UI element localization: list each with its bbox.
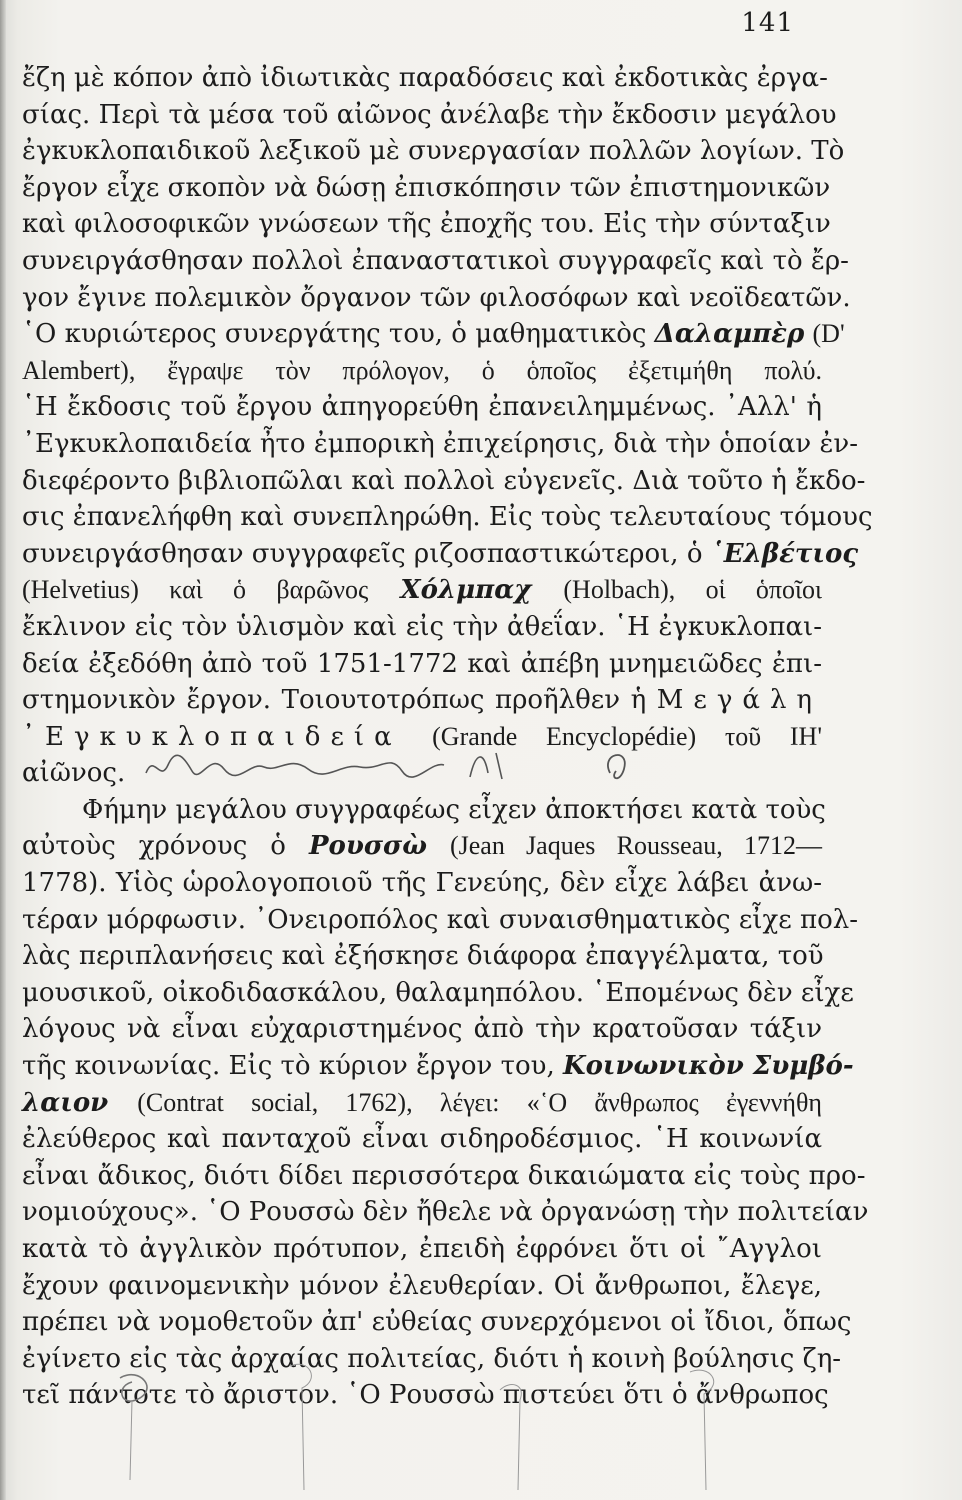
- text-line: καὶ φιλοσοφικῶν γνώσεων τῆς ἐποχῆς του. Εἰς τὴν σύνταξιν: [22, 209, 831, 240]
- body-text: [22, 60, 873, 1414]
- text-line: ᾿Εγκυκλοπαιδεία ἦτο ἐμπορικὴ ἐπιχείρησις, διὰ τὴν ὁποίαν ἐν-: [22, 428, 858, 459]
- name-koinoniko-a: Κοινωνικὸν Συμβό-: [562, 1051, 854, 1082]
- text-line: ῾Η ἔκδοσις τοῦ ἔργου ἀπηγορεύθη ἐπανειλημμένως. ᾿Αλλ' ἡ: [22, 392, 822, 423]
- text-line: [22, 828, 822, 865]
- bottom-doodles: [80, 1360, 780, 1500]
- text-line: ἐλεύθερος καὶ πανταχοῦ εἶναι σιδηροδέσμιος. ῾Η κοινωνία: [22, 1124, 822, 1155]
- text-line: μουσικοῦ, οἰκοδιδασκάλου, θαλαμηπόλου. ῾Επομένως δὲν εἶχε: [22, 977, 854, 1008]
- text-line: [22, 1085, 822, 1122]
- text-line: [22, 536, 859, 573]
- text-line: λὰς περιπλανήσεις καὶ ἐξήσκησε διάφορα ἐπαγγέλματα, τοῦ: [22, 941, 824, 972]
- text-line: δεία ἐξεδόθη ἀπὸ τοῦ 1751-1772 καὶ ἀπέβη μνημειῶδες ἐπι-: [22, 648, 822, 679]
- text-line: αἰῶνος.: [22, 758, 126, 789]
- text-line: τέραν μόρφωσιν. ᾿Ονειροπόλος καὶ συναισθηματικὸς εἶχε πολ-: [22, 904, 858, 935]
- page-edge-shadow: [0, 0, 6, 1500]
- text-line: ἐγίνετο εἰς τὰς ἀρχαίας πολιτείας, διότι ἡ κοινὴ βούλησις ζη-: [22, 1343, 842, 1374]
- text-line: ἔχουν φαινομενικὴν μόνον ἐλευθερίαν. Οἱ ἄνθρωποι, ἔλεγε,: [22, 1270, 822, 1301]
- text-line: πρέπει νὰ νομοθετοῦν ἀπ' εὐθείας συνερχόμενοι οἱ ἴδιοι, ὅπως: [22, 1307, 852, 1338]
- text-segment: (Holbach), οἱ ὁποῖοι: [563, 575, 822, 605]
- text-line: 1778). Υἱὸς ὡρολογοποιοῦ τῆς Γενεύης, δὲν εἶχε λάβει ἀνω-: [22, 868, 822, 899]
- text-line: ἐγκυκλοπαιδικοῦ λεξικοῦ μὲ συνεργασίαν πολλῶν λογίων. Τὸ: [22, 136, 845, 167]
- name-helvetios: ῾Ελβέτιος: [710, 538, 859, 569]
- name-dalamper: Δαλαμπὲρ: [654, 319, 805, 350]
- text-segment: (Contrat social, 1762), λέγει: «῾Ο ἄνθρωπος ἐγεννήθη: [137, 1087, 823, 1117]
- text-line: συνειργάσθησαν πολλοὶ ἐπαναστατικοὶ συγγραφεῖς καὶ τὸ ἔρ-: [22, 245, 849, 276]
- text-line: σίας. Περὶ τὰ μέσα τοῦ αἰῶνος ἀνέλαβε τὴν ἔκδοσιν μεγάλου: [22, 99, 837, 130]
- text-line: εἶναι ἄδικος, διότι δίδει περισσότερα δικαιώματα εἰς τοὺς προ-: [22, 1160, 866, 1191]
- text-line: Φήμην μεγάλου συγγραφέως εἶχεν ἀποκτήσει κατὰ τοὺς: [82, 794, 826, 825]
- text-segment: (Jean Jaques Rousseau, 1712—: [449, 831, 822, 861]
- text-line: τεῖ πάντοτε τὸ ἄριστον. ῾Ο Ρουσσὼ πιστεύει ὅτι ὁ ἄνθρωπος: [22, 1380, 829, 1411]
- text-segment: (Grande Encyclopédie) τοῦ ΙΗ': [432, 721, 822, 751]
- text-line: ἔργον εἶχε σκοπὸν νὰ δώσῃ ἐπισκόπησιν τῶν ἐπιστημονικῶν: [22, 172, 831, 203]
- text-segment: στημονικὸν ἔργον. Τοιουτοτρόπως προῆλθεν ἡ: [22, 685, 647, 716]
- text-segment: (Helvetius) καὶ ὁ βαρῶνος: [22, 575, 369, 605]
- text-line: [22, 1048, 854, 1085]
- text-line: [22, 316, 845, 353]
- text-line: λόγους νὰ εἶναι εὐχαριστημένος ἀπὸ τὴν κρατοῦσαν τάξιν: [22, 1014, 822, 1045]
- text-segment: τῆς κοινωνίας. Εἰς τὸ κύριον ἔργον του,: [22, 1051, 555, 1082]
- name-rousseau: Ρουσσὼ: [308, 831, 427, 862]
- text-segment: αὐτοὺς χρόνους ὁ: [22, 831, 286, 862]
- text-line: κατὰ τὸ ἀγγλικὸν πρότυπον, ἐπειδὴ ἐφρόνει ὅτι οἱ ῎Αγγλοι: [22, 1234, 822, 1264]
- text-segment: (D': [812, 319, 845, 349]
- spaced-encyclopedia: ᾿Εγκυκλοπαιδεία: [22, 721, 402, 752]
- text-line: ἔκλινον εἰς τὸν ὑλισμὸν καὶ εἰς τὴν ἀθεΐαν. ῾Η ἐγκυκλοπαι-: [22, 611, 822, 642]
- spaced-megali: Μεγάλη: [656, 685, 823, 716]
- page-number: 141: [741, 8, 794, 38]
- text-line: σις ἐπανελήφθη καὶ συνεπληρώθη. Εἰς τοὺς τελευταίους τόμους: [22, 502, 873, 533]
- text-line: διεφέροντο βιβλιοπῶλαι καὶ πολλοὶ εὐγενεῖς. Διὰ τοῦτο ἡ ἔκδο-: [22, 465, 866, 496]
- handwritten-scribble: [140, 743, 660, 787]
- text-line: νομιούχους». ῾Ο Ρουσσὼ δὲν ἤθελε νὰ ὀργανώσῃ τὴν πολιτείαν: [22, 1197, 869, 1228]
- name-holbach: Χόλμπαχ: [400, 575, 532, 606]
- text-line: [22, 572, 822, 609]
- text-segment: συνειργάσθησαν συγγραφεῖς ριζοσπαστικώτεροι, ὁ: [22, 538, 703, 569]
- text-segment: ῾Ο κυριώτερος συνεργάτης του, ὁ μαθηματικὸς: [22, 319, 647, 350]
- text-line: [22, 682, 822, 719]
- text-line: Alembert), ἔγραψε τὸν πρόλογον, ὁ ὁποῖος ἐξετιμήθη πολύ.: [22, 355, 822, 385]
- name-koinoniko-b: λαιον: [22, 1087, 109, 1118]
- text-line: γον ἔγινε πολεμικὸν ὄργανον τῶν φιλοσόφων καὶ νεοϊδεατῶν.: [22, 282, 851, 313]
- text-line: ἔζη μὲ κόπον ἀπὸ ἰδιωτικὰς παραδόσεις καὶ ἐκδοτικὰς ἐργα-: [22, 63, 828, 93]
